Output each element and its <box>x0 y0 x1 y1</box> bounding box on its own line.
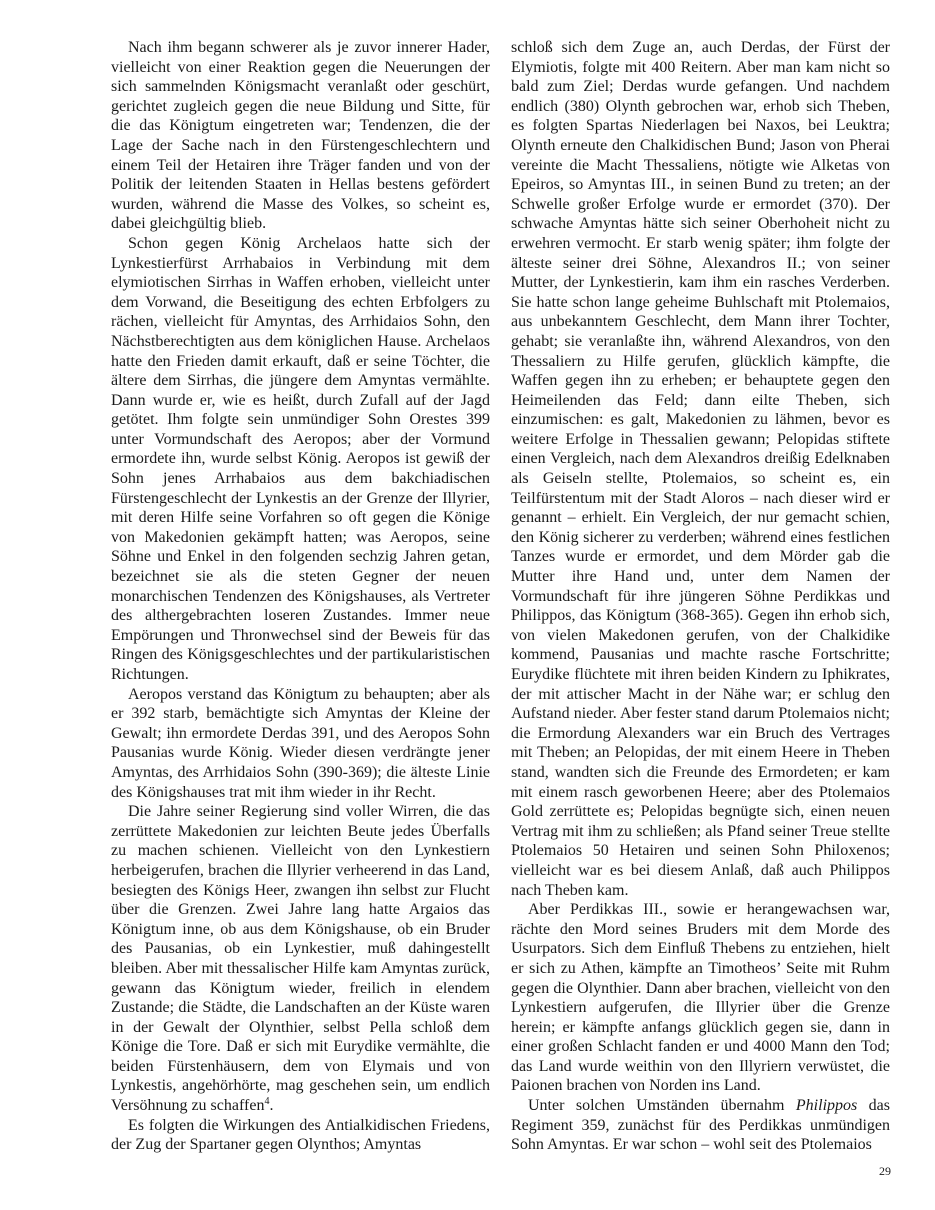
page-number: 29 <box>879 1164 891 1178</box>
paragraph-continued: schloß sich dem Zuge an, auch Derdas, der Fürst der Elymiotis, folgte mit 400 Reitern. Aber man kam nicht so bald zum Ziel; Derdas wurde gefangen. Und nachdem endlich (380) Olynth gebrochen war, erhob sich Theben, es folgten Spartas Niederlagen bei Naxos, bei Leuktra; Olynth erneute den Chalkidischen Bund; Jason von Pherai vereinte die Macht Thessaliens, nötigte wie Alketas von Epeiros, so Amyntas III., in seinen Bund zu treten; an der Schwelle großer Erfolge wurde er ermordet (370). Der schwache Amyntas hätte sich seiner Oberhoheit nicht zu erwehren vermocht. Er starb wenig später; ihm folgte der älteste seiner drei Söhne, Alexandros II.; von seiner Mutter, der Lynkestierin, kam ihm ein rasches Verderben. Sie hatte schon lange geheime Buhlschaft mit Ptolemaios, aus unbekanntem Geschlecht, dem Mann ihrer Tochter, gehabt; sie veranlaßte ihn, während Alexandros, von den Thessaliern zu Hilfe gerufen, glücklich kämpfte, die Waffen gegen ihn zu erheben; er behauptete gegen den Heimeilenden das Feld; dann eilte Theben, sich einzumischen: es galt, Makedonien zu lähmen, bevor es weitere Erfolge in Thessalien gewann; Pelopidas stiftete einen Vergleich, nach dem Alexandros dreißig Edelknaben als Geiseln stellte, Ptolemaios, so scheint es, ein Teilfürstentum mit der Stadt Aloros – nach dieser wird er genannt – erhielt. Ein Vergleich, der nur gemacht schien, den König sicherer zu verderben; während eines festlichen Tanzes wurde er ermordet, und dem Mörder gab die Mutter ihre Hand und, unter dem Namen der Vormundschaft für ihre jüngeren Söhne Perdikkas und Philippos, das Königtum (368-365). Gegen ihn erhob sich, von vielen Makedonen gerufen, von der Chalkidike kommend, Pausanias und machte rasche Fortschritte; Eurydike flüchtete mit ihren beiden Kindern zu Iphikrates, der mit attischer Macht in der Nähe war; er schlug den Aufstand nieder. Aber fester stand darum Ptolemaios nicht; die Ermordung Alexanders war ein Bruch des Vertrages mit Theben; an Pelopidas, der mit einem Heere in Theben stand, wandten sich die Freunde des Ermordeten; er kam mit einem rasch geworbenen Heere; aber des Ptolemaios Gold zerrüttete es; Pelopidas begnügte sich, einen neuen Vertrag mit ihm zu schließen; als Pfand seiner Treue stellte Ptolemaios 50 Hetairen und seinen Sohn Philoxenos; vielleicht war es bei diesem Anlaß, daß auch Philippos nach Theben kam. <box>511 39 890 899</box>
paragraph: Es folgten die Wirkungen des Antialkidischen Friedens, der Zug der Spartaner gegen Olynthos; Amyntas <box>111 1116 490 1154</box>
right-column <box>511 38 890 1155</box>
paragraph: Nach ihm begann schwerer als je zuvor innerer Hader, vielleicht von einer Reaktion gegen die Neuerungen der sich sammelnden Königsmacht veranlaßt oder geschürt, gerichtet zugleich gegen die neue Bildung und Sitte, für die das Königtum eingetreten war; Tendenzen, die der Lage der Sache nach in den Fürstengeschlechtern und einem Teil der Hetairen ihre Träger fanden und von der Politik der leitenden Staaten in Hellas bestens gefördert wurden, während die Masse des Volkes, so scheint es, dabei gleichgültig blieb. <box>111 39 490 233</box>
emphasized-name: Philippos <box>795 1097 858 1115</box>
footnote-marker[interactable]: 4 <box>264 1096 270 1108</box>
paragraph: Unter solchen Umständen übernahm Philippos das Regiment 359, zunächst für des Perdikkas unmündigen Sohn Amyntas. Er war schon – wohl seit des Ptolemaios <box>511 1097 891 1154</box>
paragraph: Aber Perdikkas III., sowie er herangewachsen war, rächte den Mord seines Bruders mit dem Morde des Usurpators. Sich dem Einfluß Thebens zu entziehen, hielt er sich zu Athen, kämpfte an Timotheos’ Seite mit Ruhm gegen die Olynthier. Dann aber brachen, vielleicht von den Lynkestiern aufgerufen, die Illyrier über die Grenze herein; er kämpfte anfangs glücklich gegen sie, dann in einer großen Schlacht fanden er und 4000 Mann den Tod; das Land wurde weithin von den Illyriern verwüstet, die Paionen brachen von Norden ins Land. <box>511 901 890 1095</box>
paragraph: Die Jahre seiner Regierung sind voller Wirren, die das zerrüttete Makedonien zur leichten Beute jedes Überfalls zu machen schienen. Vielleicht von den Lynkestiern herbeigerufen, brachen die Illyrier verheerend in das Land, besiegten des Königs Heer, zwangen ihn selbst zur Flucht über die Grenzen. Zwei Jahre lang hatte Argaios das Königtum inne, ob aus dem Königshause, ob ein Bruder des Pausanias, ob ein Lynkestier, muß dahingestellt bleiben. Aber mit thessalischer Hilfe kam Amyntas zurück, gewann das Königtum wieder, freilich in elendem Zustande; die Städte, die Landschaften an der Küste waren in der Gewalt der Olynthier, selbst Pella schloß dem Könige die Tore. Daß er sich mit Eurydike vermählte, die beiden Fürstenhäusern, dem von Elymais und von Lynkestis, angehörhörte, mag geschehen sein, um endlich Versöhnung zu schaffen$^4$. <box>111 803 490 1115</box>
paragraph: Aeropos verstand das Königtum zu behaupten; aber als er 392 starb, bemächtigte sich Amyntas der Kleine der Gewalt; ihn ermordete Derdas 391, und des Aeropos Sohn Pausanias wurde König. Wieder diesen verdrängte jener Amyntas, des Arrhidaios Sohn (390-369); die älteste Linie des Königshauses trat mit ihm wieder in ihr Recht. <box>111 685 490 801</box>
left-column <box>111 38 490 1155</box>
paragraph: Schon gegen König Archelaos hatte sich der Lynkestierfürst Arrhabaios in Verbindung mit dem elymiotischen Sirrhas in Waffen erhoben, vielleicht unter dem Vorwand, die Beseitigung des echten Erbfolgers zu rächen, vielleicht für Amyntas, des Arrhidaios Sohn, den Nächstberechtigten aus dem königlichen Hause. Archelaos hatte den Frieden damit erkauft, daß er seine Töchter, die ältere dem Sirrhas, die jüngere dem Amyntas vermählte. Dann wurde er, wie es heißt, durch Zufall auf der Jagd getötet. Ihm folgte sein unmündiger Sohn Orestes 399 unter Vormundschaft des Aeropos; aber der Vormund ermordete ihn, wurde selbst König. Aeropos ist gewiß der Sohn jenes Arrhabaios aus dem bakchiadischen Fürstengeschlecht der Lynkestis an der Grenze der Illyrier, mit deren Hilfe seine Vorfahren so oft gegen die Könige von Makedonien gekämpft hatten; was Aeropos, seine Söhne und Enkel in den folgenden sechzig Jahren getan, bezeichnet sie als die steten Gegner der neuen monarchischen Tendenzen des Königshauses, als Vertreter des althergebrachten loseren Zustandes. Immer neue Empörungen und Thronwechsel sind der Beweis für das Ringen des Königsgeschlechtes und der partikularistischen Richtungen. <box>111 234 490 683</box>
